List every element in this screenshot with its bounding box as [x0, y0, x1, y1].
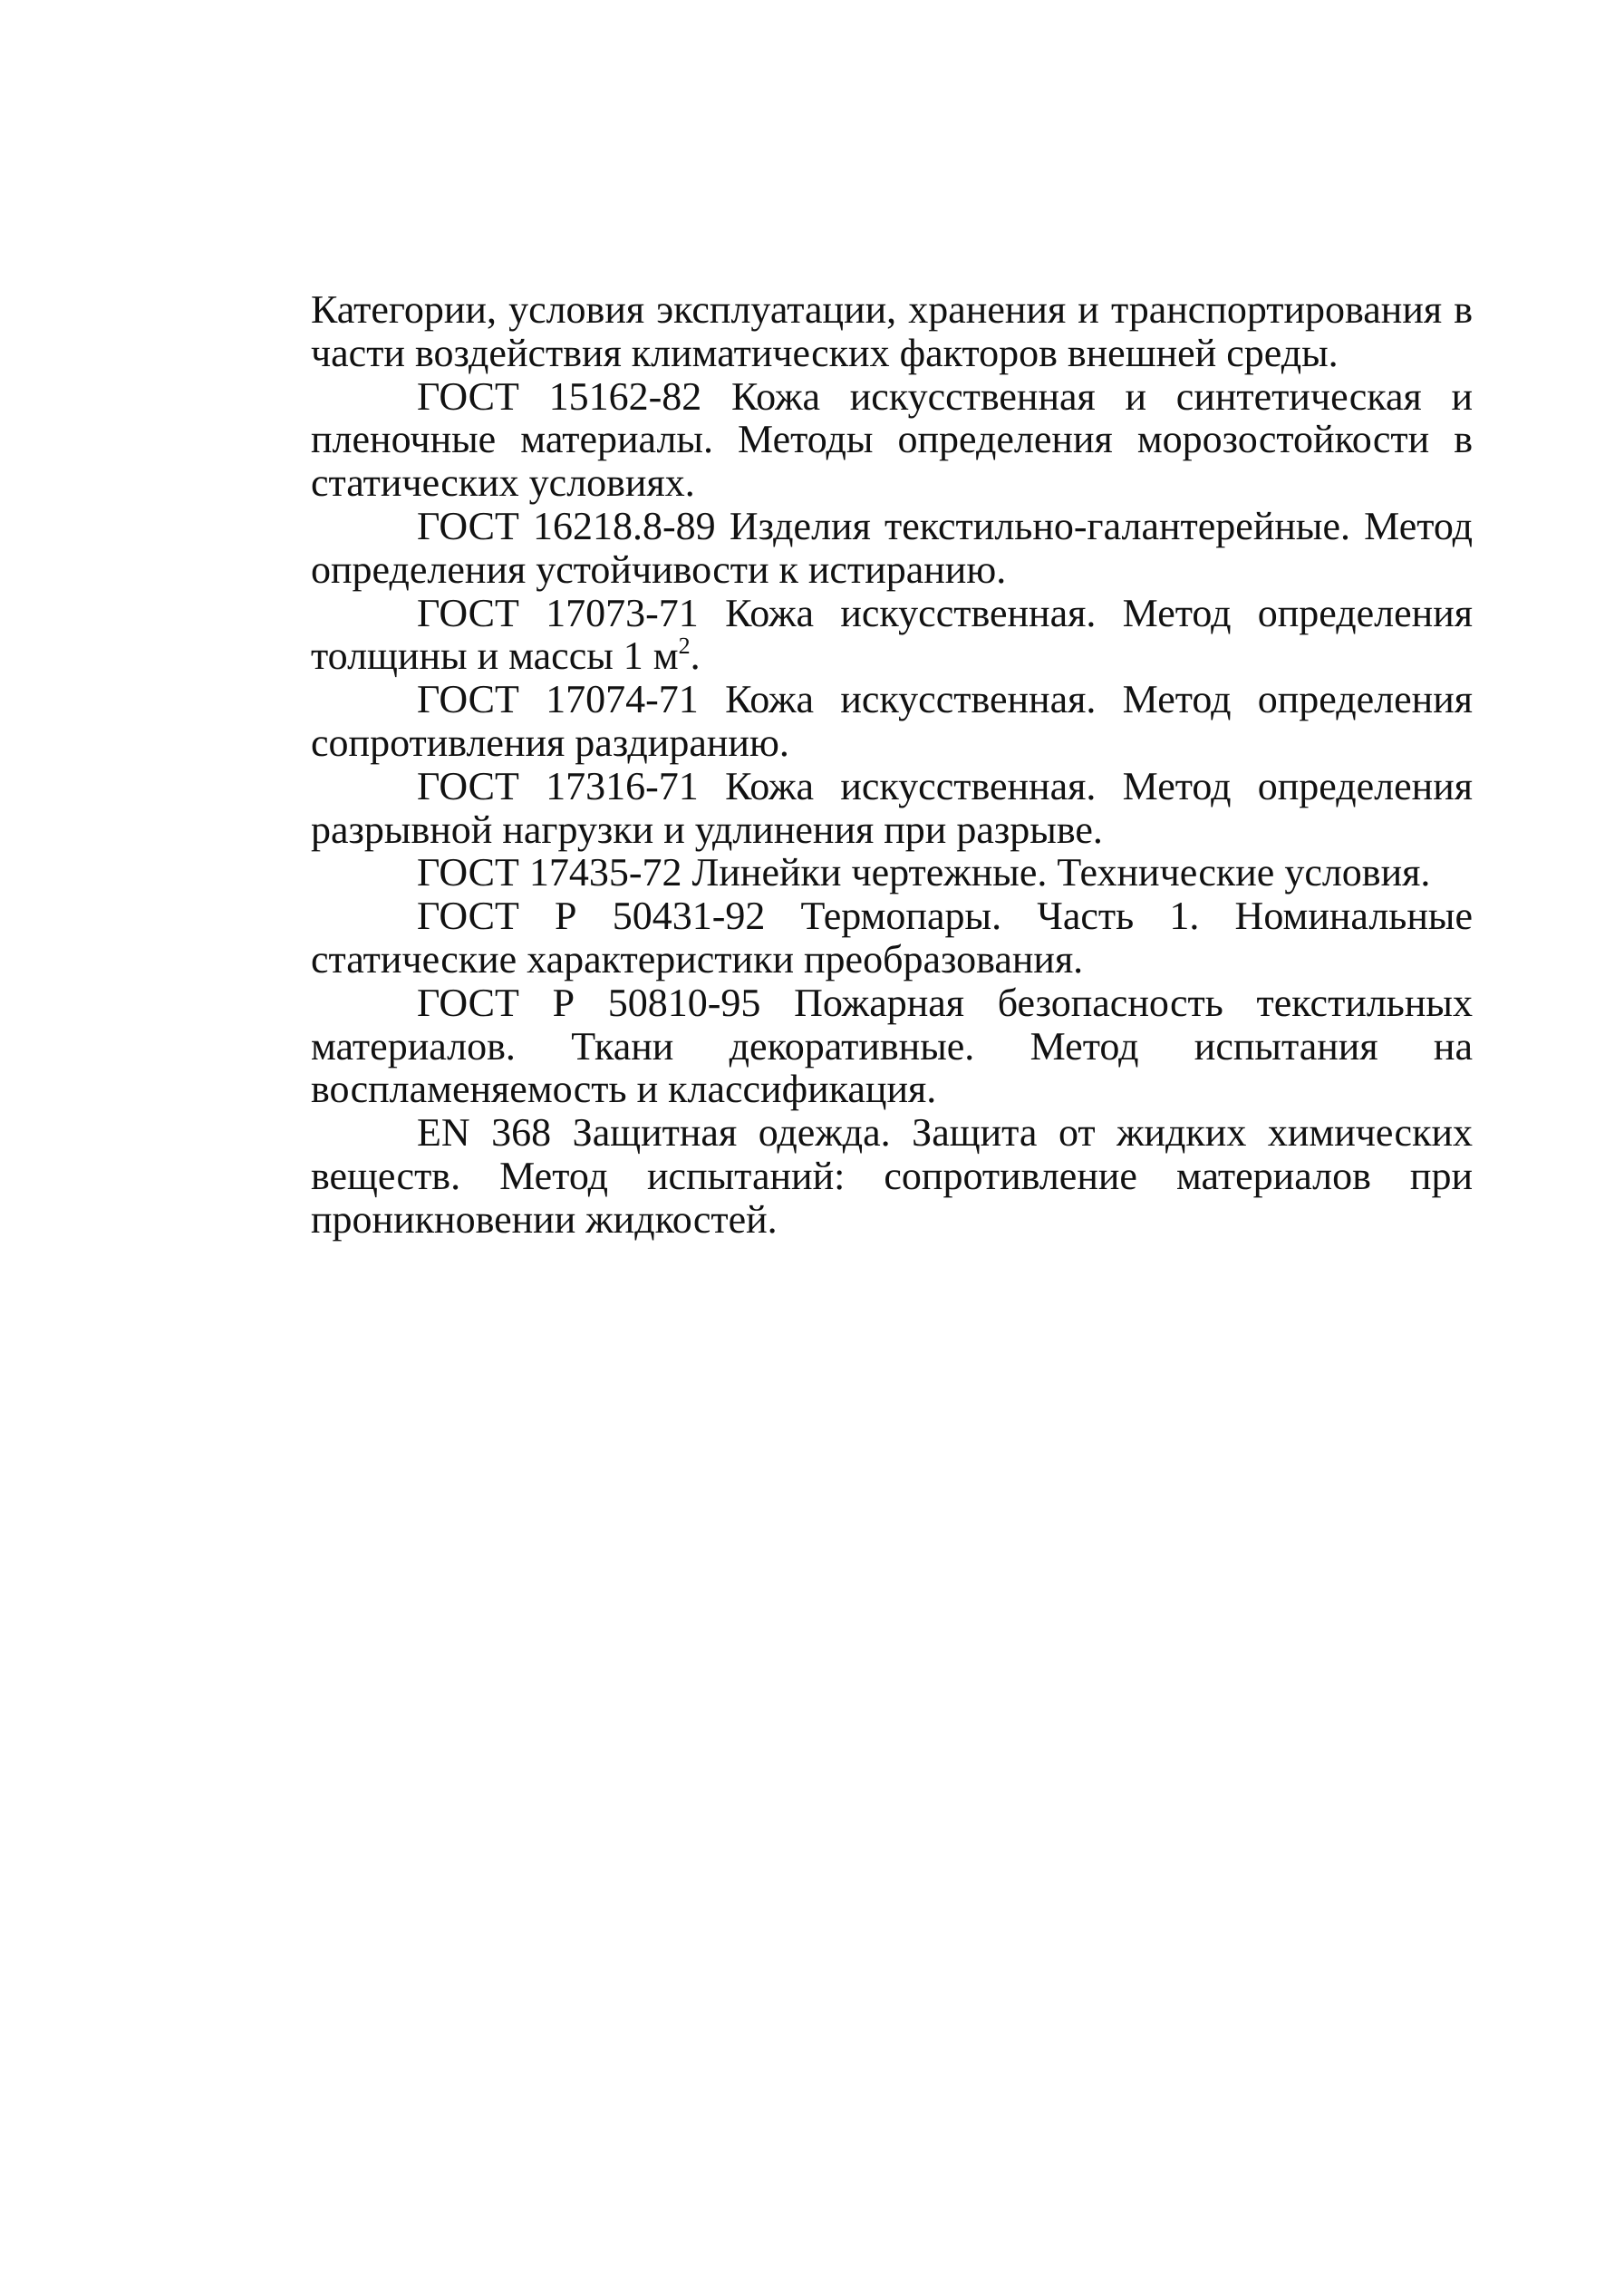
paragraph-climatic-categories: Категории, условия эксплуатации, хранения и транспортирования в части воздействия климатических факторов внешней среды.: [311, 287, 1473, 375]
paragraph-en-368: EN 368 Защитная одежда. Защита от жидких химических веществ. Метод испытаний: сопротивление материалов при проникновении жидкостей.: [311, 1110, 1473, 1242]
paragraph-gost-17435-72: ГОСТ 17435-72 Линейки чертежные. Технические условия.: [417, 850, 1431, 895]
paragraph-gost-16218-8-89: ГОСТ 16218.8-89 Изделия текстильно-галантерейные. Метод определения устойчивости к истиранию.: [311, 503, 1473, 592]
paragraph-gost-17073-71: [311, 592, 1473, 679]
paragraph-gost-17073-71-text: ГОСТ 17073-71 Кожа искусственная. Метод определения толщины и массы 1 м: [311, 590, 1473, 679]
paragraph-gost-17316-71: ГОСТ 17316-71 Кожа искусственная. Метод определения разрывной нагрузки и удлинения при разрыве.: [311, 763, 1473, 852]
paragraph-gost-r-50810-95: ГОСТ Р 50810-95 Пожарная безопасность текстильных материалов. Ткани декоративные. Метод испытания на воспламеняемость и классификация.: [311, 980, 1473, 1112]
paragraph-gost-15162-82: ГОСТ 15162-82 Кожа искусственная и синтетическая и пленочные материалы. Методы определения морозостойкости в статических условиях.: [311, 373, 1473, 506]
document-body: [311, 288, 1473, 1242]
paragraph-gost-17073-71-tail: .: [690, 634, 701, 679]
paragraph-gost-r-50431-92: ГОСТ Р 50431-92 Термопары. Часть 1. Номинальные статические характеристики преобразования.: [311, 894, 1473, 982]
superscript-two: 2: [678, 633, 691, 660]
paragraph-gost-17074-71: ГОСТ 17074-71 Кожа искусственная. Метод определения сопротивления раздиранию.: [311, 677, 1473, 765]
